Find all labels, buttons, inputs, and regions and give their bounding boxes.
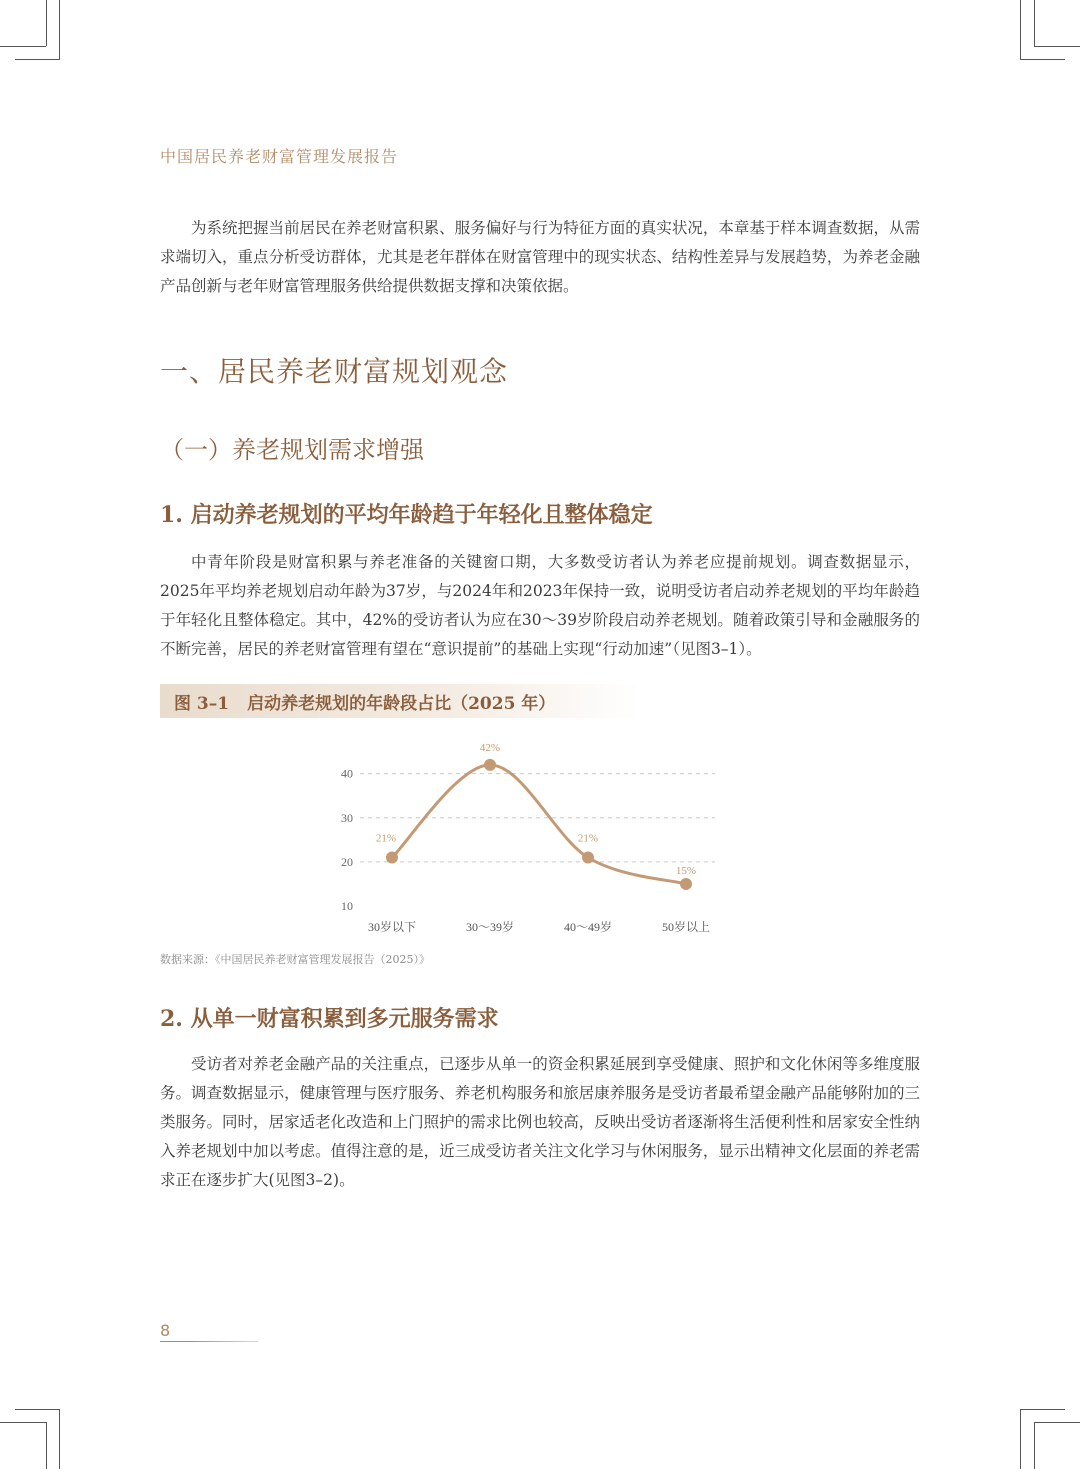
- crop-mark: [1034, 0, 1035, 46]
- crop-mark: [1020, 0, 1021, 60]
- data-label: 21%: [577, 832, 599, 845]
- y-tick-label: 10: [341, 899, 353, 913]
- crop-mark: [1020, 59, 1065, 60]
- crop-mark: [1034, 1422, 1080, 1423]
- figure-number: 图 3–1: [174, 693, 230, 714]
- intro-paragraph: [160, 214, 920, 301]
- data-label: 21%: [375, 832, 397, 845]
- crop-mark: [0, 1422, 46, 1423]
- crop-mark: [1020, 1409, 1021, 1469]
- x-tick-label: 30岁以下: [367, 920, 417, 934]
- page-number-underline: [160, 1341, 258, 1342]
- running-header: 中国居民养老财富管理发展报告: [160, 147, 399, 166]
- crop-mark: [1020, 1409, 1065, 1410]
- topic1-title: 1. 启动养老规划的平均年龄趋于年轻化且整体稳定: [160, 502, 653, 528]
- data-point: [386, 851, 398, 863]
- crop-mark: [59, 1409, 60, 1469]
- figure-title: 启动养老规划的年龄段占比（2025 年）: [247, 693, 556, 714]
- data-label: 15%: [675, 864, 697, 877]
- y-tick-label: 20: [341, 854, 353, 869]
- crop-mark: [46, 1422, 47, 1469]
- topic2-paragraph: [160, 1050, 920, 1195]
- topic2-text: 受访者对养老金融产品的关注重点，已逐步从单一的资金积累延展到享受健康、照护和文化休闲等多维度服务。调查数据显示，健康管理与医疗服务、养老机构服务和旅居康养服务是受访者最希望金融产品能够附加的三类服务。同时，居家适老化改造和上门照护的需求比例也较高，反映出受访者逐渐将生活便利性和居家安全性纳入养老规划中加以考虑。值得注意的是，近三成受访者关注文化学习与休闲服务，显示出精神文化层面的养老需求正在逐步扩大(见图3–2)。: [160, 1055, 920, 1189]
- series-line: [392, 765, 686, 884]
- intro-text: 为系统把握当前居民在养老财富积累、服务偏好与行为特征方面的真实状况，本章基于样本调查数据，从需求端切入，重点分析受访群体，尤其是老年群体在财富管理中的现实状态、结构性差异与发展趋势，为养老金融产品创新与老年财富管理服务供给提供数据支撑和决策依据。: [160, 219, 920, 295]
- crop-mark: [46, 0, 47, 46]
- subsection-title: （一）养老规划需求增强: [160, 436, 424, 464]
- data-point: [484, 759, 496, 771]
- y-tick-label: 30: [341, 810, 353, 825]
- topic1-text: 中青年阶段是财富积累与养老准备的关键窗口期，大多数受访者认为养老应提前规划。调查数据显示，2025年平均养老规划启动年龄为37岁，与2024年和2023年保持一致，说明受访者启动养老规划的平均年龄趋于年轻化且整体稳定。其中，42%的受访者认为应在30～39岁阶段启动养老规划。随着政策引导和金融服务的不断完善，居民的养老财富管理有望在“意识提前”的基础上实现“行动加速”（见图3–1）。: [160, 553, 920, 658]
- crop-mark: [15, 1409, 60, 1410]
- data-point: [680, 878, 692, 890]
- data-label: 42%: [479, 741, 501, 754]
- x-tick-label: 30～39岁: [465, 920, 515, 934]
- topic2-title: 2. 从单一财富积累到多元服务需求: [160, 1006, 499, 1032]
- crop-mark: [59, 0, 60, 60]
- crop-mark: [0, 46, 46, 47]
- crop-mark: [1034, 46, 1080, 47]
- line-chart: [320, 736, 740, 946]
- page-number: 8: [160, 1321, 171, 1340]
- topic1-paragraph: [160, 548, 920, 664]
- section-title: 一、居民养老财富规划观念: [160, 355, 509, 388]
- data-point: [582, 851, 594, 863]
- x-tick-label: 40～49岁: [563, 920, 613, 934]
- x-tick-label: 50岁以上: [661, 920, 711, 934]
- figure-caption: [160, 684, 640, 718]
- figure-source: 数据来源：《中国居民养老财富管理发展报告（2025）》: [160, 953, 430, 966]
- crop-mark: [15, 59, 60, 60]
- crop-mark: [1034, 1422, 1035, 1469]
- y-tick-label: 40: [341, 766, 353, 781]
